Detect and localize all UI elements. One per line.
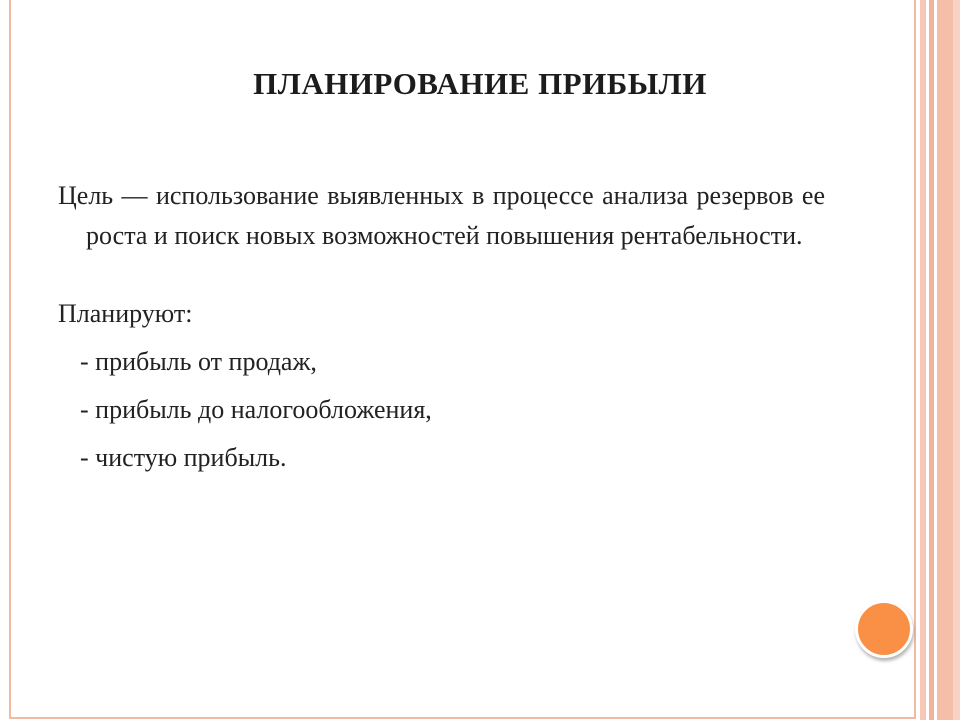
- stripe: [937, 0, 953, 720]
- plan-list-item: - чистую прибыль.: [80, 443, 287, 472]
- plan-list-item: - прибыль от продаж,: [80, 347, 317, 376]
- slide-title: ПЛАНИРОВАНИЕ ПРИБЫЛИ: [253, 66, 707, 101]
- plan-list-item: - прибыль до налогообложения,: [80, 395, 432, 424]
- decorative-right-stripes: [920, 0, 960, 720]
- slide-body: [58, 176, 825, 482]
- goal-paragraph: Цель — использование выявленных в процессе анализа резервов ее роста и поиск новых возможностей повышения рентабельности.: [58, 181, 825, 250]
- decorative-orange-circle: [855, 600, 913, 658]
- stripe: [953, 0, 960, 720]
- plan-label: Планируют:: [58, 299, 193, 328]
- plan-list: [58, 338, 825, 482]
